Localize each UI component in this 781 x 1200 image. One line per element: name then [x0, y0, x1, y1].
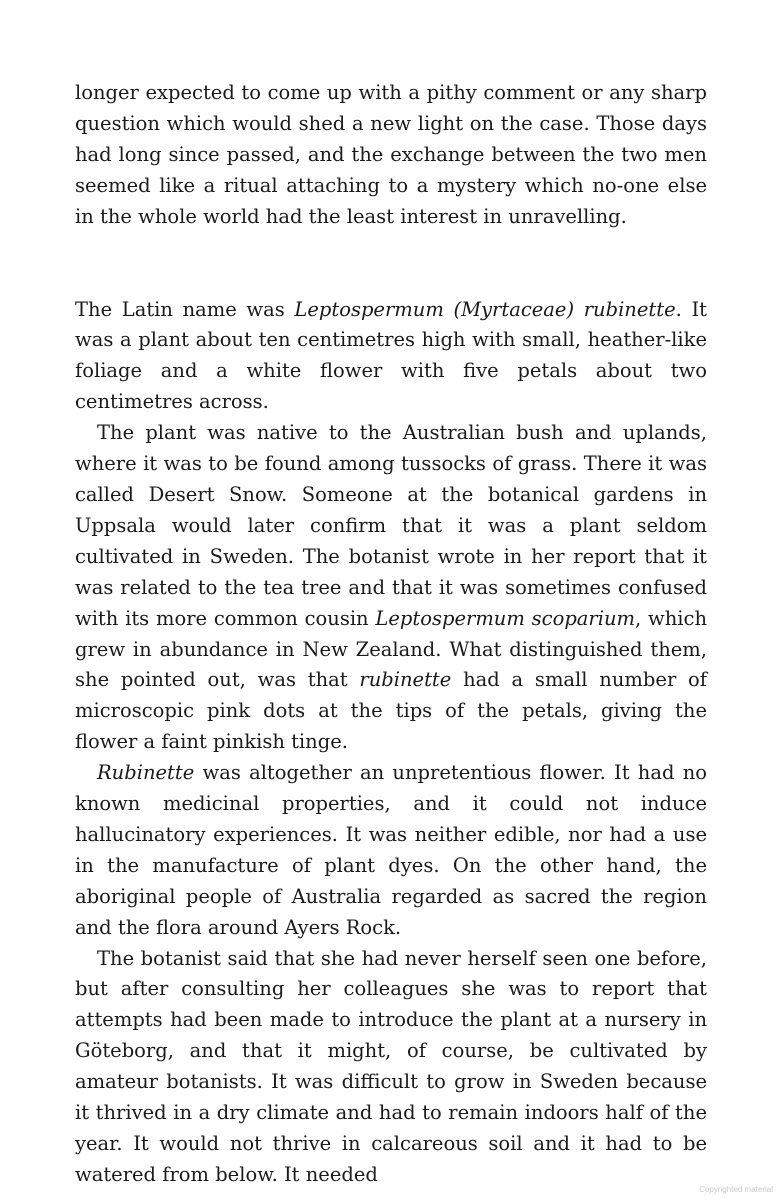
paragraph-text: The Latin name was — [75, 297, 295, 321]
latin-name-italic: Leptospermum scoparium — [375, 606, 636, 630]
paragraph-continuation: longer expected to come up with a pithy comment or any sharp question which would shed a new light on the case. Those days had long since passed, and the exchange between the two men seemed like a ritual attaching to a mystery which no-one else in the whole world had the least interest in unravelling. — [75, 81, 707, 228]
paragraph-latin-name — [75, 295, 707, 419]
paragraph-unpretentious-flower — [75, 758, 707, 943]
book-page — [75, 78, 707, 1191]
species-name-italic: rubinette — [359, 668, 452, 692]
paragraph-text: had a small number of microscopic pink dots at the tips of the petals, giving the flower a faint pinkish tinge. — [75, 668, 707, 754]
paragraph-text: , which grew in abundance in New Zealand. What distinguished them, she pointed out, was that — [75, 606, 708, 692]
paragraph-text: . It was a plant about ten centimetres high with small, heather-like foliage and a white flower with five petals about two centimetres across. — [75, 297, 707, 414]
paragraph-botanist-report: The botanist said that she had never herself seen one before, but after consulting her colleagues she was to report that attempts had been made to introduce the plant at a nursery in Göteborg, and that it might, of course, be cultivated by amateur botanists. It was difficult to grow in Sweden because it thrived in a dry climate and had to remain indoors half of the year. It would not thrive in calcareous soil and it had to be watered from below. It needed — [75, 946, 707, 1186]
latin-name-italic: Leptospermum (Myrtaceae) rubinette — [294, 297, 676, 321]
copyright-watermark: Copyrighted material — [699, 1185, 773, 1194]
species-name-italic: Rubinette — [97, 761, 195, 785]
paragraph-text: was altogether an unpretentious flower. It had no known medicinal properties, and it could not induce hallucinatory experiences. It was neither edible, nor had a use in the manufacture of plant dyes. On the other hand, the aboriginal people of Australia regarded as sacred the region and the flora around Ayers Rock. — [75, 761, 707, 939]
paragraph-text: The plant was native to the Australian bush and uplands, where it was to be found among tussocks of grass. There it was called Desert Snow. Someone at the botanical gardens in Uppsala would later confirm that it was a plant seldom cultivated in Sweden. The botanist wrote in her report that it was related to the tea tree and that it was sometimes confused with its more common cousin — [75, 421, 707, 630]
section-break — [75, 233, 707, 295]
paragraph-native-plant — [75, 418, 707, 758]
